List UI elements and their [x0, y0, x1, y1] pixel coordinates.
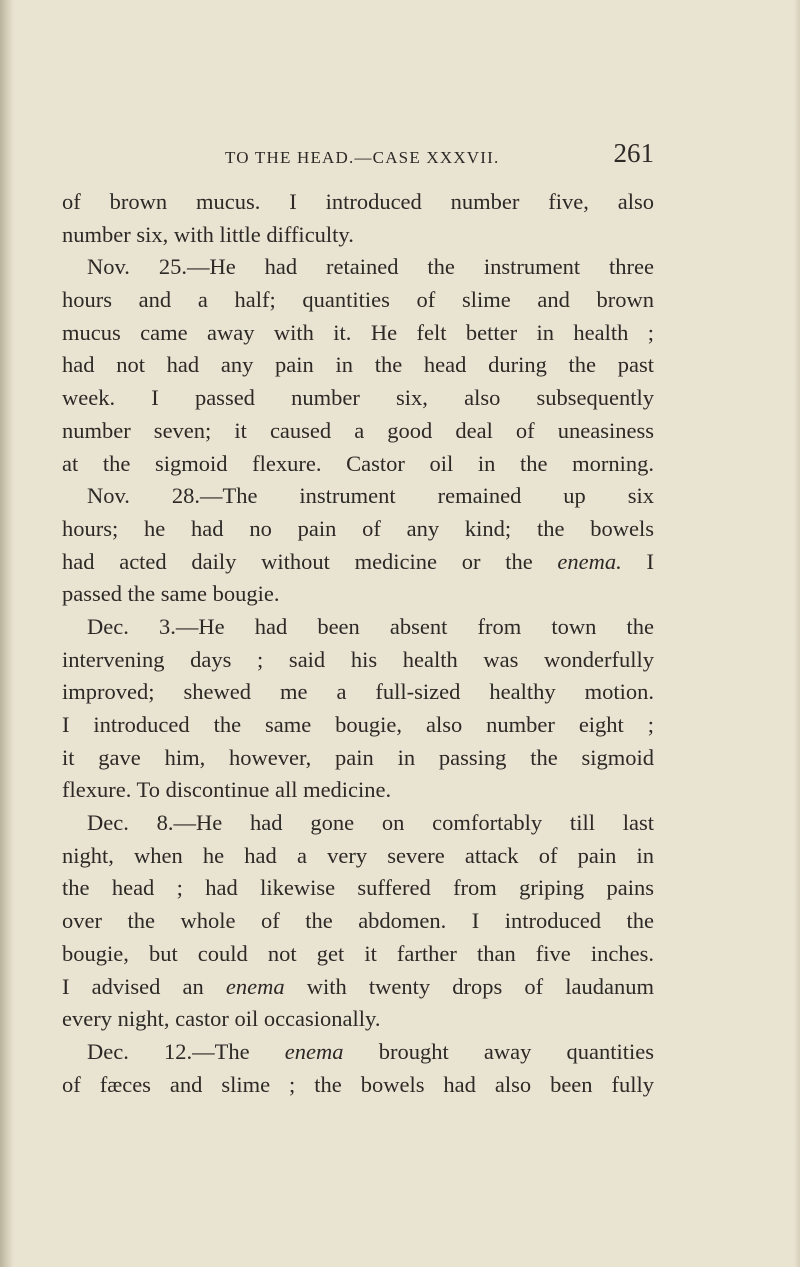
- text-segment: week. I passed number six, also subsequently: [62, 385, 654, 411]
- text-segment: Dec. 8.—He had gone on comfortably till last: [87, 810, 654, 836]
- text-line: [62, 971, 654, 1004]
- page-edge-shadow: [794, 0, 800, 1267]
- text-line: [62, 513, 654, 546]
- text-segment: improved; shewed me a full-sized healthy motion.: [62, 679, 654, 705]
- text-segment: had acted daily without medicine or the: [62, 548, 558, 574]
- text-segment: brought away quantities: [343, 1038, 654, 1064]
- text-segment: I advised an: [62, 973, 226, 999]
- text-segment: number seven; it caused a good deal of uneasiness: [62, 417, 654, 443]
- text-segment: hours; he had no pain of any kind; the bowels: [62, 515, 654, 541]
- text-line: [62, 644, 654, 677]
- italic-segment: enema: [284, 1038, 344, 1064]
- book-binding-shadow: [0, 0, 14, 1267]
- text-segment: with twenty drops of laudanum: [284, 973, 654, 999]
- text-segment: mucus came away with it. He felt better in health ;: [62, 319, 654, 345]
- text-segment: every night, castor oil occasionally.: [62, 1006, 381, 1032]
- text-line: [62, 480, 654, 513]
- text-segment: I: [621, 548, 654, 574]
- text-segment: hours and a half; quantities of slime and brown: [62, 287, 654, 313]
- running-title: TO THE HEAD.—CASE XXXVII.: [225, 148, 500, 167]
- text-line: [62, 611, 654, 644]
- text-line: [62, 1036, 654, 1069]
- text-segment: passed the same bougie.: [62, 581, 280, 607]
- text-line: [62, 872, 654, 905]
- text-line: [62, 905, 654, 938]
- text-line: [62, 186, 654, 219]
- text-segment: at the sigmoid flexure. Castor oil in the morning.: [62, 450, 654, 476]
- text-line: [62, 840, 654, 873]
- italic-segment: enema.: [557, 548, 622, 574]
- text-line: [62, 251, 654, 284]
- text-line: [62, 1003, 654, 1036]
- text-line: [62, 578, 654, 611]
- text-line: [62, 448, 654, 481]
- text-line: [62, 349, 654, 382]
- text-line: [62, 1069, 654, 1102]
- text-segment: it gave him, however, pain in passing the sigmoid: [62, 744, 654, 770]
- text-segment: had not had any pain in the head during the past: [62, 352, 654, 378]
- text-line: [62, 938, 654, 971]
- text-segment: over the whole of the abdomen. I introduced the: [62, 908, 654, 934]
- italic-segment: enema: [225, 973, 285, 999]
- page-number: 261: [613, 138, 654, 168]
- text-line: [62, 676, 654, 709]
- text-segment: Dec. 3.—He had been absent from town the: [87, 613, 654, 639]
- text-segment: I introduced the same bougie, also number eight ;: [62, 712, 654, 737]
- text-segment: bougie, but could not get it farther than five inches.: [62, 940, 654, 966]
- running-head: [62, 138, 654, 178]
- text-segment: flexure. To discontinue all medicine.: [62, 777, 392, 803]
- text-segment: Nov. 25.—He had retained the instrument three: [87, 254, 654, 280]
- text-line: [62, 415, 654, 448]
- text-segment: of fæces and slime ; the bowels had also been fully: [62, 1071, 654, 1097]
- text-line: [62, 382, 654, 415]
- text-line: [62, 219, 654, 252]
- page-text: [62, 186, 654, 1101]
- text-line: [62, 284, 654, 317]
- text-segment: number six, with little difficulty.: [62, 221, 354, 247]
- text-line: [62, 742, 654, 775]
- text-segment: Dec. 12.—The: [87, 1038, 285, 1064]
- text-line: [62, 709, 654, 742]
- text-line: [62, 317, 654, 350]
- text-segment: night, when he had a very severe attack of pain in: [62, 842, 654, 868]
- text-line: [62, 807, 654, 840]
- text-line: [62, 774, 654, 807]
- text-segment: intervening days ; said his health was wonderfully: [62, 646, 654, 672]
- text-segment: the head ; had likewise suffered from griping pains: [62, 875, 654, 901]
- text-line: [62, 546, 654, 579]
- text-segment: Nov. 28.—The instrument remained up six: [87, 483, 654, 509]
- text-segment: of brown mucus. I introduced number five, also: [62, 189, 654, 214]
